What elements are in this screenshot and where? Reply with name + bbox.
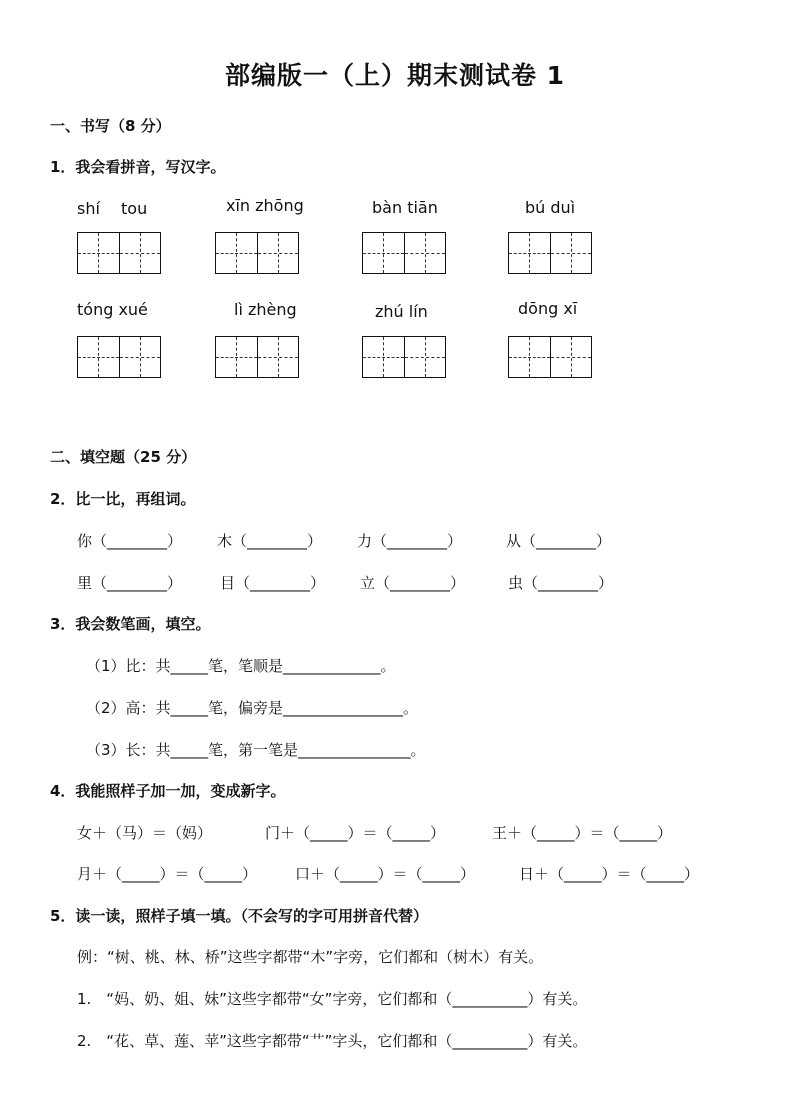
stroke-item[interactable]: （3）长：共_____笔，第一笔是_______________。 (86, 741, 426, 759)
word-blank[interactable]: 你（________） (77, 532, 183, 550)
pinyin-label: lì zhèng (234, 300, 297, 319)
question-3-prompt: 3．我会数笔画，填空。 (50, 615, 211, 633)
add-character-example: 女＋（马）＝（妈） (77, 824, 213, 842)
writing-grid[interactable] (508, 232, 592, 274)
writing-grid[interactable] (77, 232, 161, 274)
add-character-blank[interactable]: 口＋（_____）＝（_____） (295, 865, 476, 883)
add-character-blank[interactable]: 月＋（_____）＝（_____） (77, 865, 258, 883)
writing-grid[interactable] (215, 232, 299, 274)
pinyin-label: tóng xué (77, 300, 148, 319)
section-heading-fill-blank: 二、填空题（25 分） (50, 448, 197, 466)
question-4-prompt: 4．我能照样子加一加，变成新字。 (50, 782, 286, 800)
pinyin-label: dōng xī (518, 299, 578, 318)
writing-grid[interactable] (508, 336, 592, 378)
add-character-blank[interactable]: 王＋（_____）＝（_____） (492, 824, 673, 842)
word-blank[interactable]: 里（________） (77, 574, 183, 592)
writing-grid[interactable] (77, 336, 161, 378)
question-2-prompt: 2．比一比，再组词。 (50, 490, 196, 508)
pinyin-label: bàn tiān (372, 198, 438, 217)
page-title: 部编版一（上）期末测试卷 1 (224, 61, 566, 90)
question-5-prompt: 5．读一读，照样子填一填。（不会写的字可用拼音代替） (50, 907, 428, 925)
word-blank[interactable]: 目（________） (220, 574, 326, 592)
word-blank[interactable]: 从（________） (506, 532, 612, 550)
radical-blank[interactable]: 2. “花、草、莲、苹”这些字都带“艹”字头，它们都和（__________）有关。 (77, 1032, 588, 1050)
add-character-blank[interactable]: 日＋（_____）＝（_____） (519, 865, 700, 883)
pinyin-label: shí tou (77, 199, 148, 218)
pinyin-label: xīn zhōng (226, 196, 304, 215)
stroke-item[interactable]: （1）比：共_____笔，笔顺是_____________。 (86, 657, 396, 675)
writing-grid[interactable] (362, 232, 446, 274)
question-5-example: 例：“树、桃、林、桥”这些字都带“木”字旁，它们都和（树木）有关。 (77, 948, 544, 966)
pinyin-label: bú duì (525, 198, 576, 217)
word-blank[interactable]: 立（________） (360, 574, 466, 592)
question-1-prompt: 1．我会看拼音，写汉字。 (50, 158, 226, 176)
section-heading-writing: 一、书写（8 分） (50, 117, 171, 135)
pinyin-label: zhú lín (375, 302, 428, 321)
word-blank[interactable]: 虫（________） (508, 574, 614, 592)
writing-grid[interactable] (362, 336, 446, 378)
word-blank[interactable]: 力（________） (357, 532, 463, 550)
add-character-blank[interactable]: 门＋（_____）＝（_____） (265, 824, 446, 842)
word-blank[interactable]: 木（________） (217, 532, 323, 550)
stroke-item[interactable]: （2）高：共_____笔，偏旁是________________。 (86, 699, 419, 717)
writing-grid[interactable] (215, 336, 299, 378)
radical-blank[interactable]: 1. “妈、奶、姐、妹”这些字都带“女”字旁，它们都和（__________）有关。 (77, 990, 588, 1008)
